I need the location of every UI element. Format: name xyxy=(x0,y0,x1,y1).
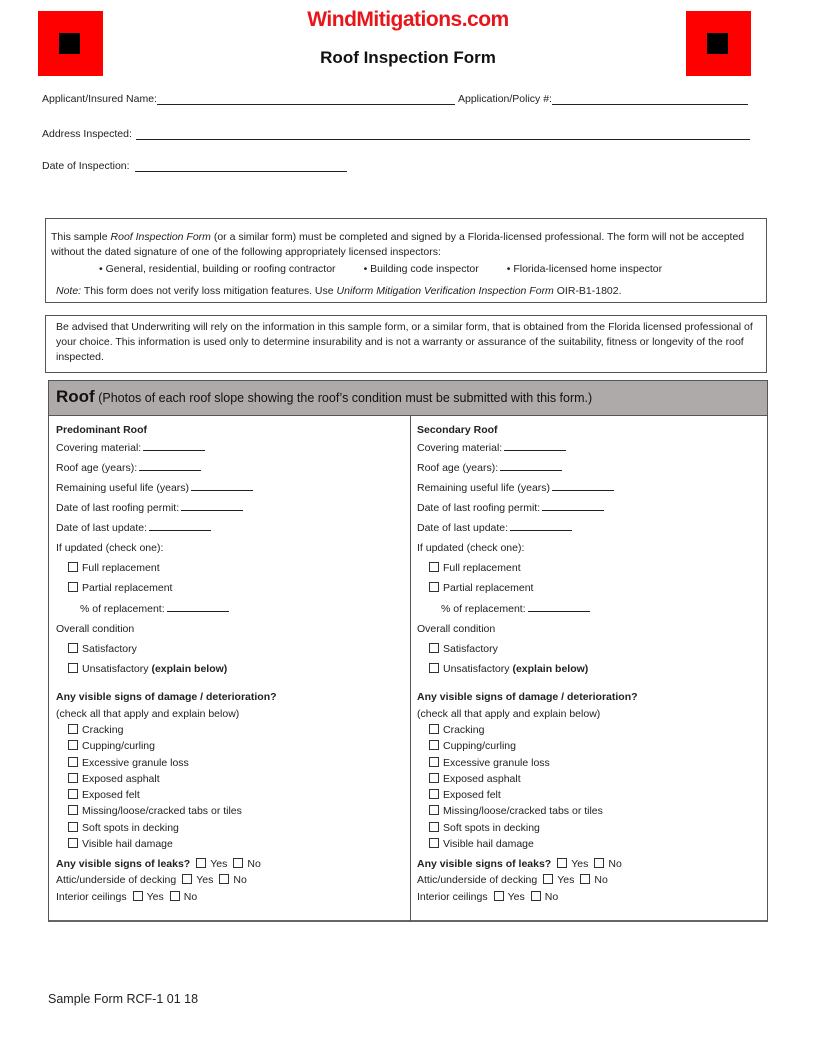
full-replacement-option[interactable]: Full replacement xyxy=(429,562,521,574)
checkbox[interactable] xyxy=(68,757,78,767)
applicant-label: Applicant/Insured Name: xyxy=(42,93,157,105)
damage-item-missing-tabs[interactable]: Missing/loose/cracked tabs or tiles xyxy=(429,805,603,817)
last-permit-field: Date of last roofing permit: xyxy=(56,501,243,514)
attic-row: Attic/underside of decking Yes No xyxy=(56,874,247,886)
checkbox[interactable] xyxy=(68,838,78,848)
damage-instruction: (check all that apply and explain below) xyxy=(56,708,240,720)
checkbox[interactable] xyxy=(429,773,439,783)
damage-instruction: (check all that apply and explain below) xyxy=(417,708,601,720)
damage-item-hail[interactable]: Visible hail damage xyxy=(429,838,534,850)
note-text: Note: This form does not verify loss mitigation features. Use Uniform Mitigation Verification Inspection Form OIR-B1-1802. xyxy=(56,285,622,297)
covering-material-field: Covering material: xyxy=(417,441,566,454)
damage-item-exposed-felt[interactable]: Exposed felt xyxy=(429,789,501,801)
leaks-question-row: Any visible signs of leaks? Yes No xyxy=(56,858,261,870)
roof-age-input[interactable] xyxy=(500,461,562,471)
pct-replacement-field: % of replacement: xyxy=(80,602,229,615)
last-permit-input[interactable] xyxy=(181,501,243,511)
advisory-text: Be advised that Underwriting will rely on the information in this sample form, or a similar form, that is obtained from the Florida licensed professional of your choice. This information is used only to determine insurability and is not a warranty or assurance of the suitability, fitness or longevity of the roof inspected. xyxy=(56,321,753,363)
checkbox[interactable] xyxy=(429,562,439,572)
pct-replacement-input[interactable] xyxy=(167,602,229,612)
damage-question: Any visible signs of damage / deterioration? xyxy=(417,691,638,703)
address-field xyxy=(42,128,750,140)
policy-field xyxy=(458,93,748,105)
attic-yes-checkbox[interactable] xyxy=(182,874,192,884)
if-updated-label: If updated (check one): xyxy=(56,542,164,554)
damage-item-soft-spots[interactable]: Soft spots in decking xyxy=(429,822,540,834)
address-input[interactable] xyxy=(136,128,750,140)
damage-item-hail[interactable]: Visible hail damage xyxy=(68,838,173,850)
damage-item-granule-loss[interactable]: Excessive granule loss xyxy=(429,757,550,769)
roof-section xyxy=(48,380,768,922)
interior-yes-checkbox[interactable] xyxy=(133,891,143,901)
damage-item-granule-loss[interactable]: Excessive granule loss xyxy=(68,757,189,769)
last-permit-input[interactable] xyxy=(542,501,604,511)
damage-item-cracking[interactable]: Cracking xyxy=(68,724,123,736)
damage-item-exposed-felt[interactable]: Exposed felt xyxy=(68,789,140,801)
pct-replacement-input[interactable] xyxy=(528,602,590,612)
checkbox[interactable] xyxy=(429,789,439,799)
overall-condition-label: Overall condition xyxy=(417,623,496,635)
leaks-no-checkbox[interactable] xyxy=(233,858,243,868)
partial-replacement-option[interactable]: Partial replacement xyxy=(429,582,533,594)
checkbox[interactable] xyxy=(429,757,439,767)
leaks-yes-checkbox[interactable] xyxy=(557,858,567,868)
policy-input[interactable] xyxy=(552,93,748,105)
interior-row: Interior ceilings Yes No xyxy=(56,891,198,903)
checkbox[interactable] xyxy=(68,582,78,592)
checkbox[interactable] xyxy=(429,740,439,750)
date-label: Date of Inspection: xyxy=(42,160,130,172)
checkbox[interactable] xyxy=(429,643,439,653)
last-update-field: Date of last update: xyxy=(417,521,572,534)
inspector-item: • Building code inspector xyxy=(363,263,479,275)
last-update-field: Date of last update: xyxy=(56,521,211,534)
attic-no-checkbox[interactable] xyxy=(580,874,590,884)
date-field xyxy=(42,160,347,172)
checkbox[interactable] xyxy=(68,822,78,832)
covering-material-field: Covering material: xyxy=(56,441,205,454)
if-updated-label: If updated (check one): xyxy=(417,542,525,554)
pct-replacement-field: % of replacement: xyxy=(441,602,590,615)
remaining-life-field: Remaining useful life (years) xyxy=(56,481,253,494)
leaks-question-row: Any visible signs of leaks? Yes No xyxy=(417,858,622,870)
checkbox[interactable] xyxy=(68,789,78,799)
unsatisfactory-option[interactable]: Unsatisfactory (explain below) xyxy=(429,663,588,675)
roof-title: Roof xyxy=(56,387,95,406)
checkbox[interactable] xyxy=(429,582,439,592)
checkbox[interactable] xyxy=(68,562,78,572)
form-title: Roof Inspection Form xyxy=(320,48,496,67)
checkbox[interactable] xyxy=(68,740,78,750)
column-heading: Predominant Roof xyxy=(56,424,147,436)
form-id-footer: Sample Form RCF-1 01 18 xyxy=(48,992,199,1006)
leaks-yes-checkbox[interactable] xyxy=(196,858,206,868)
inspector-item: • General, residential, building or roofing contractor xyxy=(99,263,336,275)
attic-yes-checkbox[interactable] xyxy=(543,874,553,884)
policy-label: Application/Policy #: xyxy=(458,93,552,105)
last-update-input[interactable] xyxy=(149,521,211,531)
attic-row: Attic/underside of decking Yes No xyxy=(417,874,608,886)
interior-no-checkbox[interactable] xyxy=(170,891,180,901)
interior-no-checkbox[interactable] xyxy=(531,891,541,901)
inspector-list xyxy=(99,262,766,277)
roof-subtitle: (Photos of each roof slope showing the roof’s condition must be submitted with this form.) xyxy=(94,391,593,405)
inspector-item: • Florida-licensed home inspector xyxy=(506,263,663,275)
damage-item-soft-spots[interactable]: Soft spots in decking xyxy=(68,822,179,834)
damage-item-cupping[interactable]: Cupping/curling xyxy=(429,740,516,752)
date-input[interactable] xyxy=(135,160,347,172)
checkbox[interactable] xyxy=(68,663,78,673)
covering-material-input[interactable] xyxy=(504,441,566,451)
notice-paragraph: This sample Roof Inspection Form (or a similar form) must be completed and signed by a Florida-licensed professional. The form will not be accepted without the dated signature of one of the following appropriately licensed inspectors: xyxy=(51,231,745,258)
interior-yes-checkbox[interactable] xyxy=(494,891,504,901)
roof-age-field: Roof age (years): xyxy=(417,461,562,474)
site-name: WindMitigations.com xyxy=(307,8,509,31)
remaining-life-input[interactable] xyxy=(191,481,253,491)
damage-item-cracking[interactable]: Cracking xyxy=(429,724,484,736)
damage-question: Any visible signs of damage / deterioration? xyxy=(56,691,277,703)
last-update-input[interactable] xyxy=(510,521,572,531)
checkbox[interactable] xyxy=(429,724,439,734)
checkbox[interactable] xyxy=(68,805,78,815)
checkbox[interactable] xyxy=(429,838,439,848)
leaks-no-checkbox[interactable] xyxy=(594,858,604,868)
satisfactory-option[interactable]: Satisfactory xyxy=(68,643,137,655)
applicant-field xyxy=(42,93,455,105)
damage-item-exposed-asphalt[interactable]: Exposed asphalt xyxy=(429,773,521,785)
full-replacement-option[interactable]: Full replacement xyxy=(68,562,160,574)
checkbox[interactable] xyxy=(429,805,439,815)
interior-row: Interior ceilings Yes No xyxy=(417,891,559,903)
roof-section-header xyxy=(49,381,767,416)
remaining-life-field: Remaining useful life (years) xyxy=(417,481,614,494)
satisfactory-option[interactable]: Satisfactory xyxy=(429,643,498,655)
checkbox[interactable] xyxy=(68,643,78,653)
remaining-life-input[interactable] xyxy=(552,481,614,491)
unsatisfactory-option[interactable]: Unsatisfactory (explain below) xyxy=(68,663,227,675)
damage-item-cupping[interactable]: Cupping/curling xyxy=(68,740,155,752)
damage-item-exposed-asphalt[interactable]: Exposed asphalt xyxy=(68,773,160,785)
roof-age-input[interactable] xyxy=(139,461,201,471)
roof-age-field: Roof age (years): xyxy=(56,461,201,474)
checkbox[interactable] xyxy=(68,724,78,734)
checkbox[interactable] xyxy=(68,773,78,783)
attic-no-checkbox[interactable] xyxy=(219,874,229,884)
damage-item-missing-tabs[interactable]: Missing/loose/cracked tabs or tiles xyxy=(68,805,242,817)
applicant-input[interactable] xyxy=(157,93,455,105)
underwriting-advisory xyxy=(45,315,767,373)
address-label: Address Inspected: xyxy=(42,128,132,140)
partial-replacement-option[interactable]: Partial replacement xyxy=(68,582,172,594)
checkbox[interactable] xyxy=(429,663,439,673)
licensing-notice xyxy=(45,218,767,303)
covering-material-input[interactable] xyxy=(143,441,205,451)
overall-condition-label: Overall condition xyxy=(56,623,135,635)
checkbox[interactable] xyxy=(429,822,439,832)
column-divider xyxy=(410,416,411,922)
last-permit-field: Date of last roofing permit: xyxy=(417,501,604,514)
column-heading: Secondary Roof xyxy=(417,424,498,436)
